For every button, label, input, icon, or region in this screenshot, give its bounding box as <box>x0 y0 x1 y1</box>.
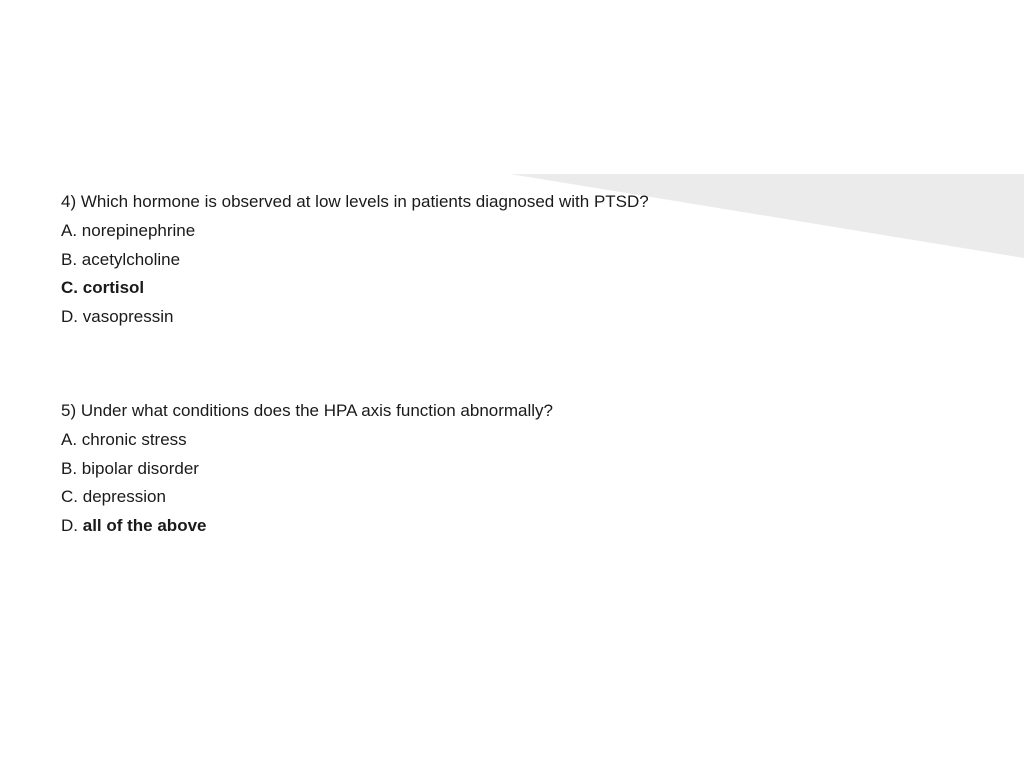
option-prefix: D. <box>61 516 83 536</box>
option-prefix: C. <box>61 278 83 298</box>
question-5-option-b <box>61 455 961 484</box>
option-prefix: A. <box>61 220 82 240</box>
option-text: cortisol <box>82 278 145 298</box>
question-4-option-a <box>61 217 961 246</box>
question-5 <box>61 397 961 541</box>
question-4 <box>61 188 961 332</box>
option-text: chronic stress <box>81 429 187 449</box>
option-text: all of the above <box>82 516 207 536</box>
option-prefix: B. <box>61 249 82 269</box>
option-prefix: D. <box>61 307 83 327</box>
question-4-text: 4) Which hormone is observed at low levels in patients diagnosed with PTSD? <box>61 192 649 211</box>
option-text: bipolar disorder <box>81 458 199 478</box>
option-prefix: A. <box>61 429 82 449</box>
question-5-text: 5) Under what conditions does the HPA axis function abnormally? <box>61 400 554 420</box>
question-5-option-c <box>61 483 961 512</box>
option-text: vasopressin <box>82 307 174 327</box>
option-text: acetylcholine <box>81 249 181 269</box>
question-4-option-c-answer <box>61 274 961 303</box>
option-text: norepinephrine <box>81 220 196 240</box>
question-5-option-a <box>61 426 961 455</box>
option-prefix: B. <box>61 458 82 478</box>
option-prefix: C. <box>61 487 83 507</box>
question-4-option-b <box>61 246 961 275</box>
option-text: depression <box>82 487 166 507</box>
question-4-option-d <box>61 303 961 332</box>
question-5-option-d-answer <box>61 512 961 541</box>
slide-content <box>61 188 961 541</box>
